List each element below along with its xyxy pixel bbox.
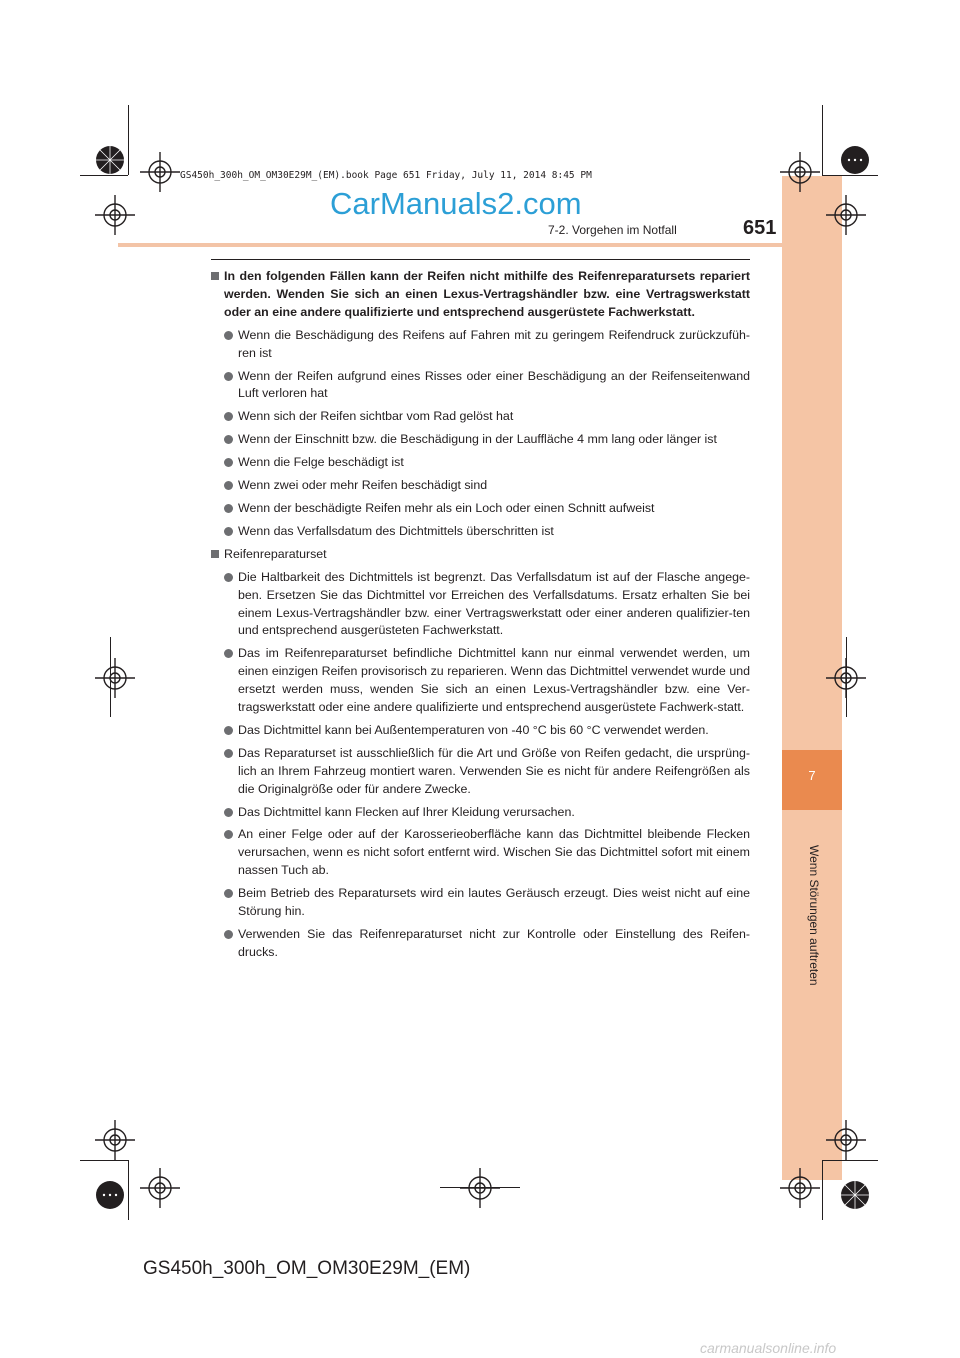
round-bullet-icon: [224, 372, 233, 381]
crop-line: [110, 637, 111, 717]
header-rule: [118, 243, 782, 247]
book-stamp: GS450h_300h_OM_OM30E29M_(EM).book Page 651 Friday, July 11, 2014 8:45 PM: [180, 170, 592, 181]
round-bullet-icon: [224, 527, 233, 536]
round-bullet-icon: [224, 749, 233, 758]
list-item: [211, 368, 750, 404]
round-bullet-icon: [224, 331, 233, 340]
list-item: [211, 926, 750, 962]
section-heading-text: In den folgenden Fällen kann der Reifen nicht mithilfe des Reifenreparatursets repariert werden. Wenden Sie sich an einen Lexus-Vertragshändler bzw. eine Vertragswerkstatt oder an eine andere qualifizierte und entsprechend ausgerüstete Fachwerkstatt.: [224, 269, 750, 319]
crop-line: [80, 1160, 128, 1161]
list-item-text: Wenn die Beschädigung des Reifens auf Fahren mit zu geringem Reifendruck zurückzufüh-ren ist: [238, 327, 750, 360]
registration-mark-solid-icon: [835, 1175, 875, 1215]
round-bullet-icon: [224, 412, 233, 421]
list-item-text: Das Dichtmittel kann Flecken auf Ihrer Kleidung verursachen.: [238, 804, 575, 819]
list-item-text: Beim Betrieb des Reparatursets wird ein lautes Geräusch erzeugt. Dies weist nicht auf eine Störung hin.: [238, 886, 750, 919]
list-item: [211, 722, 750, 740]
crop-line: [440, 1187, 520, 1188]
registration-mark-solid-icon: [90, 140, 130, 180]
crop-line: [822, 1160, 823, 1220]
square-bullet-icon: [211, 550, 219, 558]
round-bullet-icon: [224, 889, 233, 898]
round-bullet-icon: [224, 481, 233, 490]
crosshair-mark-icon: [95, 658, 135, 698]
round-bullet-icon: [224, 808, 233, 817]
registration-mark-solid-icon: [90, 1175, 130, 1215]
list-item-text: Wenn die Felge beschädigt ist: [238, 455, 404, 470]
list-item: [211, 645, 750, 717]
list-item: [211, 327, 750, 363]
footer-document-code: GS450h_300h_OM_OM30E29M_(EM): [143, 1258, 471, 1279]
chapter-number: 7: [808, 768, 816, 783]
site-watermark: carmanualsonline.info: [700, 1340, 837, 1356]
section-heading: [211, 268, 750, 322]
round-bullet-icon: [224, 726, 233, 735]
list-item-text: Das im Reifenreparaturset befindliche Dichtmittel kann nur einmal verwendet werden, um einen einzigen Reifen provisorisch zu reparieren. Wenn das Dichtmittel verwendet wurde und ersetzt werden muss, wenden Sie sich an einen Lexus-Vertragshändler bzw. eine Ver-tragswerkstatt oder eine andere qualifizierte und entsprechend ausgerüstete Fachwerk-statt.: [238, 646, 750, 715]
crop-line: [822, 1160, 878, 1161]
list-item-text: Wenn der beschädigte Reifen mehr als ein Loch oder einen Schnitt aufweist: [238, 500, 655, 515]
round-bullet-icon: [224, 458, 233, 467]
crosshair-mark-icon: [95, 1120, 135, 1160]
crop-line: [822, 175, 878, 176]
list-item: [211, 431, 750, 449]
crosshair-mark-icon: [460, 1168, 500, 1208]
list-item: [211, 885, 750, 921]
crosshair-mark-icon: [780, 152, 820, 192]
crosshair-mark-icon: [140, 1168, 180, 1208]
content-rule: [211, 259, 750, 260]
registration-mark-solid-icon: [835, 140, 875, 180]
list-item-text: Die Haltbarkeit des Dichtmittels ist begrenzt. Das Verfallsdatum ist auf der Flasche angege-ben. Ersetzen Sie das Dichtmittel vor Erreichen des Verfallsdatums. Ersatz erhalten Sie bei einem Lexus-Vertragshändler bzw. einer Vertragswerkstatt oder einer anderen qualifizier-ten und entsprechend ausgerüsteten Fachwerkstatt.: [238, 569, 750, 638]
round-bullet-icon: [224, 830, 233, 839]
section-header: 7-2. Vorgehen im Notfall: [548, 223, 677, 237]
list-item-text: Wenn der Einschnitt bzw. die Beschädigung in der Lauffläche 4 mm lang oder länger ist: [238, 432, 717, 447]
round-bullet-icon: [224, 504, 233, 513]
crop-line: [846, 637, 847, 717]
crosshair-mark-icon: [95, 195, 135, 235]
crosshair-mark-icon: [826, 1120, 866, 1160]
list-item-text: Wenn zwei oder mehr Reifen beschädigt sind: [238, 478, 488, 493]
crop-line: [128, 1160, 129, 1220]
crop-line: [80, 175, 128, 176]
list-item: [211, 408, 750, 426]
list-item-text: Das Reparaturset ist ausschließlich für die Art und Größe von Reifen gedacht, die ursprüng-lich an Ihrem Fahrzeug montiert waren. Verwenden Sie es nicht für andere Reifengrößen als die Originalgröße oder für andere Zwecke.: [238, 745, 750, 796]
round-bullet-icon: [224, 930, 233, 939]
list-item: [211, 826, 750, 880]
list-item-text: Wenn das Verfallsdatum des Dichtmittels überschritten ist: [238, 523, 554, 538]
main-content: [211, 268, 750, 967]
list-item: [211, 523, 750, 541]
chapter-title: Wenn Störungen auftreten: [807, 845, 821, 986]
list-item-text: Wenn der Reifen aufgrund eines Risses oder einer Beschädigung an der Reifenseitenwand Luft verloren hat: [238, 368, 750, 401]
list-item-text: Wenn sich der Reifen sichtbar vom Rad gelöst hat: [238, 409, 514, 424]
section-heading-text: Reifenreparaturset: [224, 546, 327, 561]
list-item-text: Das Dichtmittel kann bei Außentemperaturen von -40 °C bis 60 °C verwendet werden.: [238, 722, 709, 737]
round-bullet-icon: [224, 573, 233, 582]
page-number: 651: [743, 217, 777, 239]
watermark-logo[interactable]: CarManuals2.com: [330, 186, 582, 221]
round-bullet-icon: [224, 649, 233, 658]
list-item: [211, 477, 750, 495]
square-bullet-icon: [211, 272, 219, 280]
round-bullet-icon: [224, 435, 233, 444]
crosshair-mark-icon: [826, 195, 866, 235]
crop-line: [822, 105, 823, 175]
list-item: [211, 500, 750, 518]
list-item: [211, 745, 750, 799]
list-item-text: Verwenden Sie das Reifenreparaturset nicht zur Kontrolle oder Einstellung des Reifen-drucks.: [238, 927, 750, 959]
list-item: [211, 569, 750, 641]
section-heading: [211, 546, 750, 564]
list-item: [211, 804, 750, 822]
list-item: [211, 454, 750, 472]
list-item-text: An einer Felge oder auf der Karosserieoberfläche kann das Dichtmittel bleibende Flecken verursachen, wenn es nicht sofort entfernt wird. Wischen Sie das Dichtmittel sofort mit einem nassen Tuch ab.: [238, 827, 750, 878]
crosshair-mark-icon: [780, 1168, 820, 1208]
crosshair-mark-icon: [140, 152, 180, 192]
crop-line: [128, 105, 129, 175]
